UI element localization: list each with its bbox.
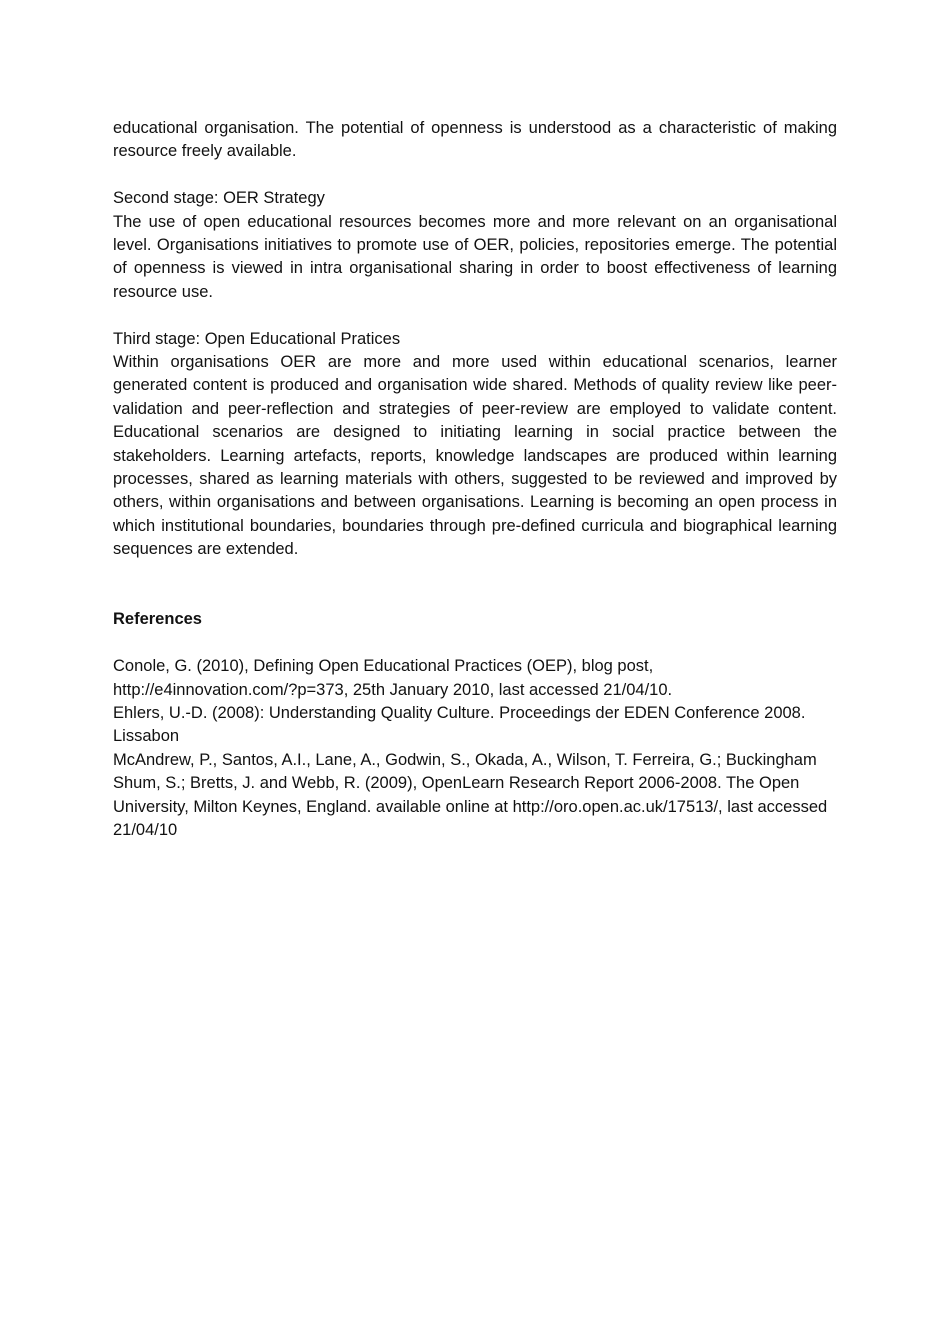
spacer [113, 304, 837, 327]
stage3-heading: Third stage: Open Educational Pratices [113, 329, 401, 348]
references-heading: References [113, 610, 202, 629]
spacer [113, 632, 837, 655]
spacer [113, 562, 837, 585]
reference-item: McAndrew, P., Santos, A.I., Lane, A., Godwin, S., Okada, A., Wilson, T. Ferreira, G.; Buckingham Shum, S.; Bretts, J. and Webb, R. (2009), OpenLearn Research Report 2006-2008. The Open University, Milton Keynes, England. available online at http://oro.open.ac.uk/17513/, last accessed 21/04/10 [113, 750, 828, 840]
spacer [113, 164, 837, 187]
stage3-paragraph: Within organisations OER are more and more used within educational scenarios, learner generated content is produced and organisation wide shared. Methods of quality review like peer-validation and peer-reflection and strategies of peer-review are employed to validate content. Educational scenarios are designed to initiating learning in social practice between the stakeholders. Learning artefacts, reports, knowledge landscapes are produced within learning processes, shared as learning materials with others, suggested to be reviewed and improved by others, within organisations and between organisations. Learning is becoming an open process in which institutional boundaries, boundaries through pre-defined curricula and biographical learning sequences are extended. [113, 353, 837, 559]
reference-item: Ehlers, U.-D. (2008): Understanding Quality Culture. Proceedings der EDEN Conference 2008. Lissabon [113, 704, 806, 746]
stage2-paragraph: The use of open educational resources becomes more and more relevant on an organisational level. Organisations initiatives to promote use of OER, policies, repositories emerge. The potential of openness is viewed in intra organisational sharing in order to boost effectiveness of learning resource use. [113, 212, 837, 301]
document-page [113, 117, 837, 843]
intro-paragraph: educational organisation. The potential of openness is understood as a characteristic of making resource freely available. [113, 119, 837, 161]
stage2-heading: Second stage: OER Strategy [113, 189, 325, 208]
reference-item: Conole, G. (2010), Defining Open Educational Practices (OEP), blog post, http://e4innovation.com/?p=373, 25th January 2010, last accessed 21/04/10. [113, 657, 673, 699]
spacer [113, 585, 837, 608]
